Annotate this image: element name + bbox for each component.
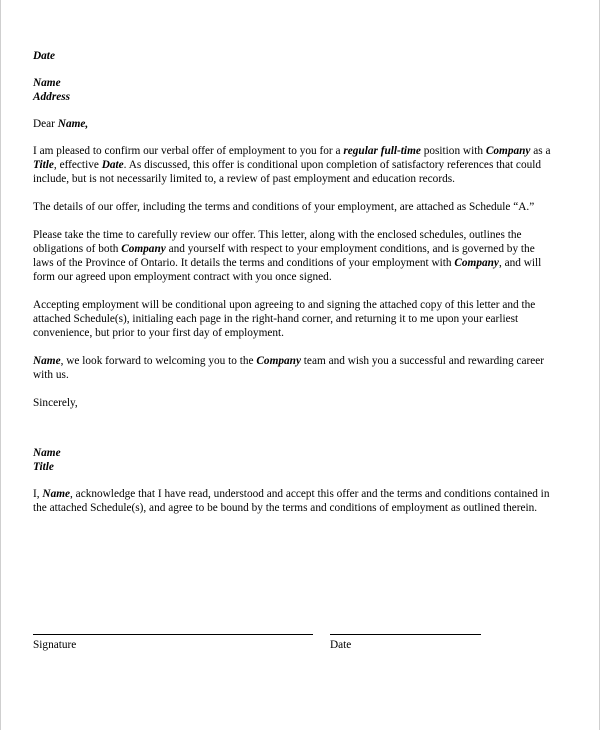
date-line <box>330 634 481 635</box>
closing: Sincerely, <box>33 397 78 409</box>
paragraph-review: Please take the time to carefully review our offer. This letter, along with the enclosed schedules, outlines the obligations of both Company and yourself with respect to your employment conditions, and is governed by the laws of the Province of Ontario. It details the terms and conditions of your employment with Company, and will form our agreed upon employment contract with you once signed. <box>33 229 542 283</box>
paragraph-welcome: Name, we look forward to welcoming you to the Company team and wish you a successful and rewarding career with us. <box>33 355 545 381</box>
paragraph-conditions: Accepting employment will be conditional upon agreeing to and signing the attached copy of this letter and the attached Schedule(s), initialing each page in the right-hand corner, and returning it to me upon your earliest convenience, but prior to your first day of employment. <box>33 299 536 339</box>
signature-label: Signature <box>33 639 77 651</box>
salutation: Dear Name, <box>33 118 89 130</box>
header-name: Name <box>33 77 61 89</box>
signer-name: Name <box>33 447 61 459</box>
letter-body <box>33 49 553 515</box>
acknowledgement: I, Name, acknowledge that I have read, understood and accept this offer and the terms and conditions contained in the attached Schedule(s), and agree to be bound by the terms and conditions of employment as outlined therein. <box>33 488 550 514</box>
header-date: Date <box>33 50 55 62</box>
date-label: Date <box>330 639 352 651</box>
header-address: Address <box>33 91 71 103</box>
signer-title: Title <box>33 461 54 473</box>
paragraph-offer: I am pleased to confirm our verbal offer of employment to you for a regular full-time position with Company as a Title, effective Date. As discussed, this offer is conditional upon completion of satisfactory references that could include, but is not necessarily limited to, a review of past employment and education records. <box>33 145 551 185</box>
signature-line <box>33 634 313 635</box>
paragraph-details: The details of our offer, including the terms and conditions of your employment, are attached as Schedule “A.” <box>33 201 535 213</box>
